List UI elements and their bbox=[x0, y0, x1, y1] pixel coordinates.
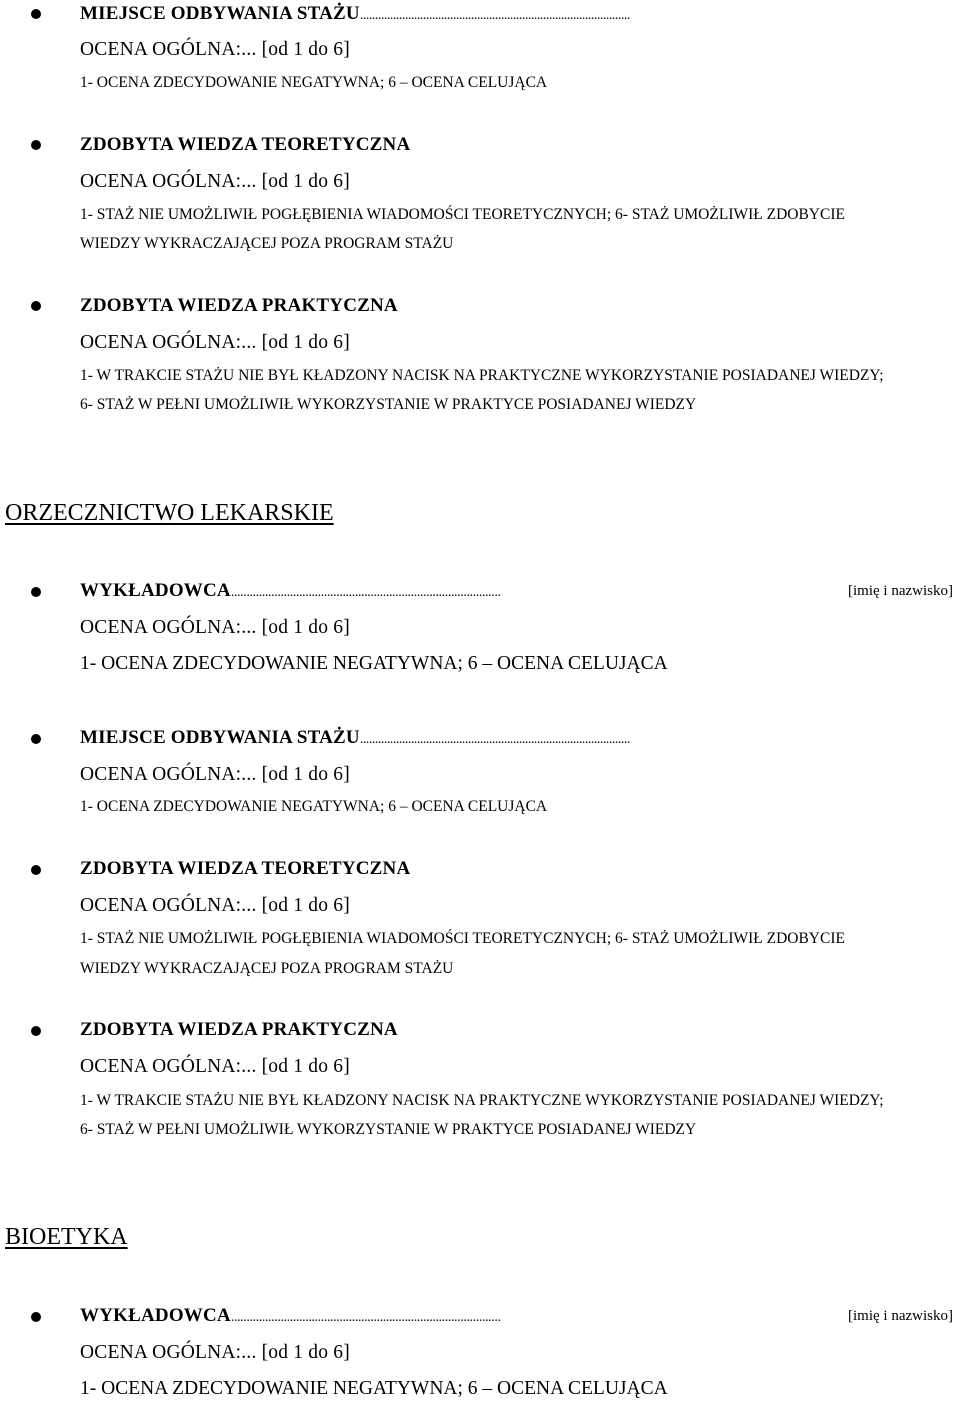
lecturer-label: WYKŁADOWCA bbox=[80, 1305, 231, 1326]
lecturer-hint: [imię i nazwisko] bbox=[848, 583, 953, 599]
rating-line: OCENA OGÓLNA:... [od 1 do 6] bbox=[80, 1342, 350, 1363]
rating-line: OCENA OGÓLNA:... [od 1 do 6] bbox=[80, 39, 350, 60]
rating-line: OCENA OGÓLNA:... [od 1 do 6] bbox=[80, 1056, 350, 1077]
header-label: MIEJSCE ODBYWANIA STAŻU bbox=[80, 727, 360, 748]
bullet-icon bbox=[31, 587, 41, 597]
rating-description: 1- OCENA ZDECYDOWANIE NEGATYWNA; 6 – OCENA CELUJĄCA bbox=[80, 1378, 668, 1399]
group-header bbox=[80, 4, 630, 23]
group-header: ZDOBYTA WIEDZA TEORETYCZNA bbox=[80, 134, 411, 155]
bullet-icon bbox=[31, 301, 41, 311]
bullet-icon bbox=[31, 1026, 41, 1036]
rating-description: 6- STAŻ W PEŁNI UMOŻLIWIŁ WYKORZYSTANIE W PRAKTYCE POSIADANEJ WIEDZY bbox=[80, 396, 697, 413]
header-dots: .......................................................................................... bbox=[359, 8, 630, 23]
lecturer-line bbox=[80, 581, 501, 600]
rating-description: 1- STAŻ NIE UMOŻLIWIŁ POGŁĘBIENIA WIADOMOŚCI TEORETYCZNYCH; 6- STAŻ UMOŻLIWIŁ ZDOBYCIE bbox=[80, 930, 845, 947]
rating-line: OCENA OGÓLNA:... [od 1 do 6] bbox=[80, 332, 350, 353]
bullet-icon bbox=[31, 140, 41, 150]
group-header bbox=[80, 728, 630, 747]
rating-line: OCENA OGÓLNA:... [od 1 do 6] bbox=[80, 171, 350, 192]
rating-description: 1- W TRAKCIE STAŻU NIE BYŁ KŁADZONY NACISK NA PRAKTYCZNE WYKORZYSTANIE POSIADANEJ WIEDZY; bbox=[80, 367, 884, 384]
lecturer-line bbox=[80, 1306, 501, 1325]
rating-description: 6- STAŻ W PEŁNI UMOŻLIWIŁ WYKORZYSTANIE W PRAKTYCE POSIADANEJ WIEDZY bbox=[80, 1121, 697, 1138]
section-title: BIOETYKA bbox=[5, 1224, 128, 1250]
bullet-icon bbox=[31, 1312, 41, 1322]
lecturer-hint: [imię i nazwisko] bbox=[848, 1308, 953, 1324]
bullet-icon bbox=[31, 9, 41, 19]
rating-line: OCENA OGÓLNA:... [od 1 do 6] bbox=[80, 895, 350, 916]
rating-description: WIEDZY WYKRACZAJĄCEJ POZA PROGRAM STAŻU bbox=[80, 960, 454, 977]
lecturer-dots: ....................................................................................... bbox=[230, 1310, 501, 1325]
group-header: ZDOBYTA WIEDZA TEORETYCZNA bbox=[80, 858, 411, 879]
rating-line: OCENA OGÓLNA:... [od 1 do 6] bbox=[80, 617, 350, 638]
group-header: ZDOBYTA WIEDZA PRAKTYCZNA bbox=[80, 1019, 398, 1040]
rating-line: OCENA OGÓLNA:... [od 1 do 6] bbox=[80, 764, 350, 785]
lecturer-label: WYKŁADOWCA bbox=[80, 580, 231, 601]
rating-description: WIEDZY WYKRACZAJĄCEJ POZA PROGRAM STAŻU bbox=[80, 235, 454, 252]
header-label: MIEJSCE ODBYWANIA STAŻU bbox=[80, 3, 360, 24]
bullet-icon bbox=[31, 734, 41, 744]
group-header: ZDOBYTA WIEDZA PRAKTYCZNA bbox=[80, 295, 398, 316]
rating-description: 1- OCENA ZDECYDOWANIE NEGATYWNA; 6 – OCENA CELUJĄCA bbox=[80, 74, 548, 91]
rating-description: 1- W TRAKCIE STAŻU NIE BYŁ KŁADZONY NACISK NA PRAKTYCZNE WYKORZYSTANIE POSIADANEJ WIEDZY; bbox=[80, 1092, 884, 1109]
bullet-icon bbox=[31, 865, 41, 875]
rating-description: 1- STAŻ NIE UMOŻLIWIŁ POGŁĘBIENIA WIADOMOŚCI TEORETYCZNYCH; 6- STAŻ UMOŻLIWIŁ ZDOBYCIE bbox=[80, 206, 845, 223]
rating-description: 1- OCENA ZDECYDOWANIE NEGATYWNA; 6 – OCENA CELUJĄCA bbox=[80, 653, 668, 674]
rating-description: 1- OCENA ZDECYDOWANIE NEGATYWNA; 6 – OCENA CELUJĄCA bbox=[80, 798, 548, 815]
header-dots: .......................................................................................... bbox=[359, 732, 630, 747]
section-title: ORZECZNICTWO LEKARSKIE bbox=[5, 500, 334, 526]
lecturer-dots: ....................................................................................... bbox=[230, 585, 501, 600]
